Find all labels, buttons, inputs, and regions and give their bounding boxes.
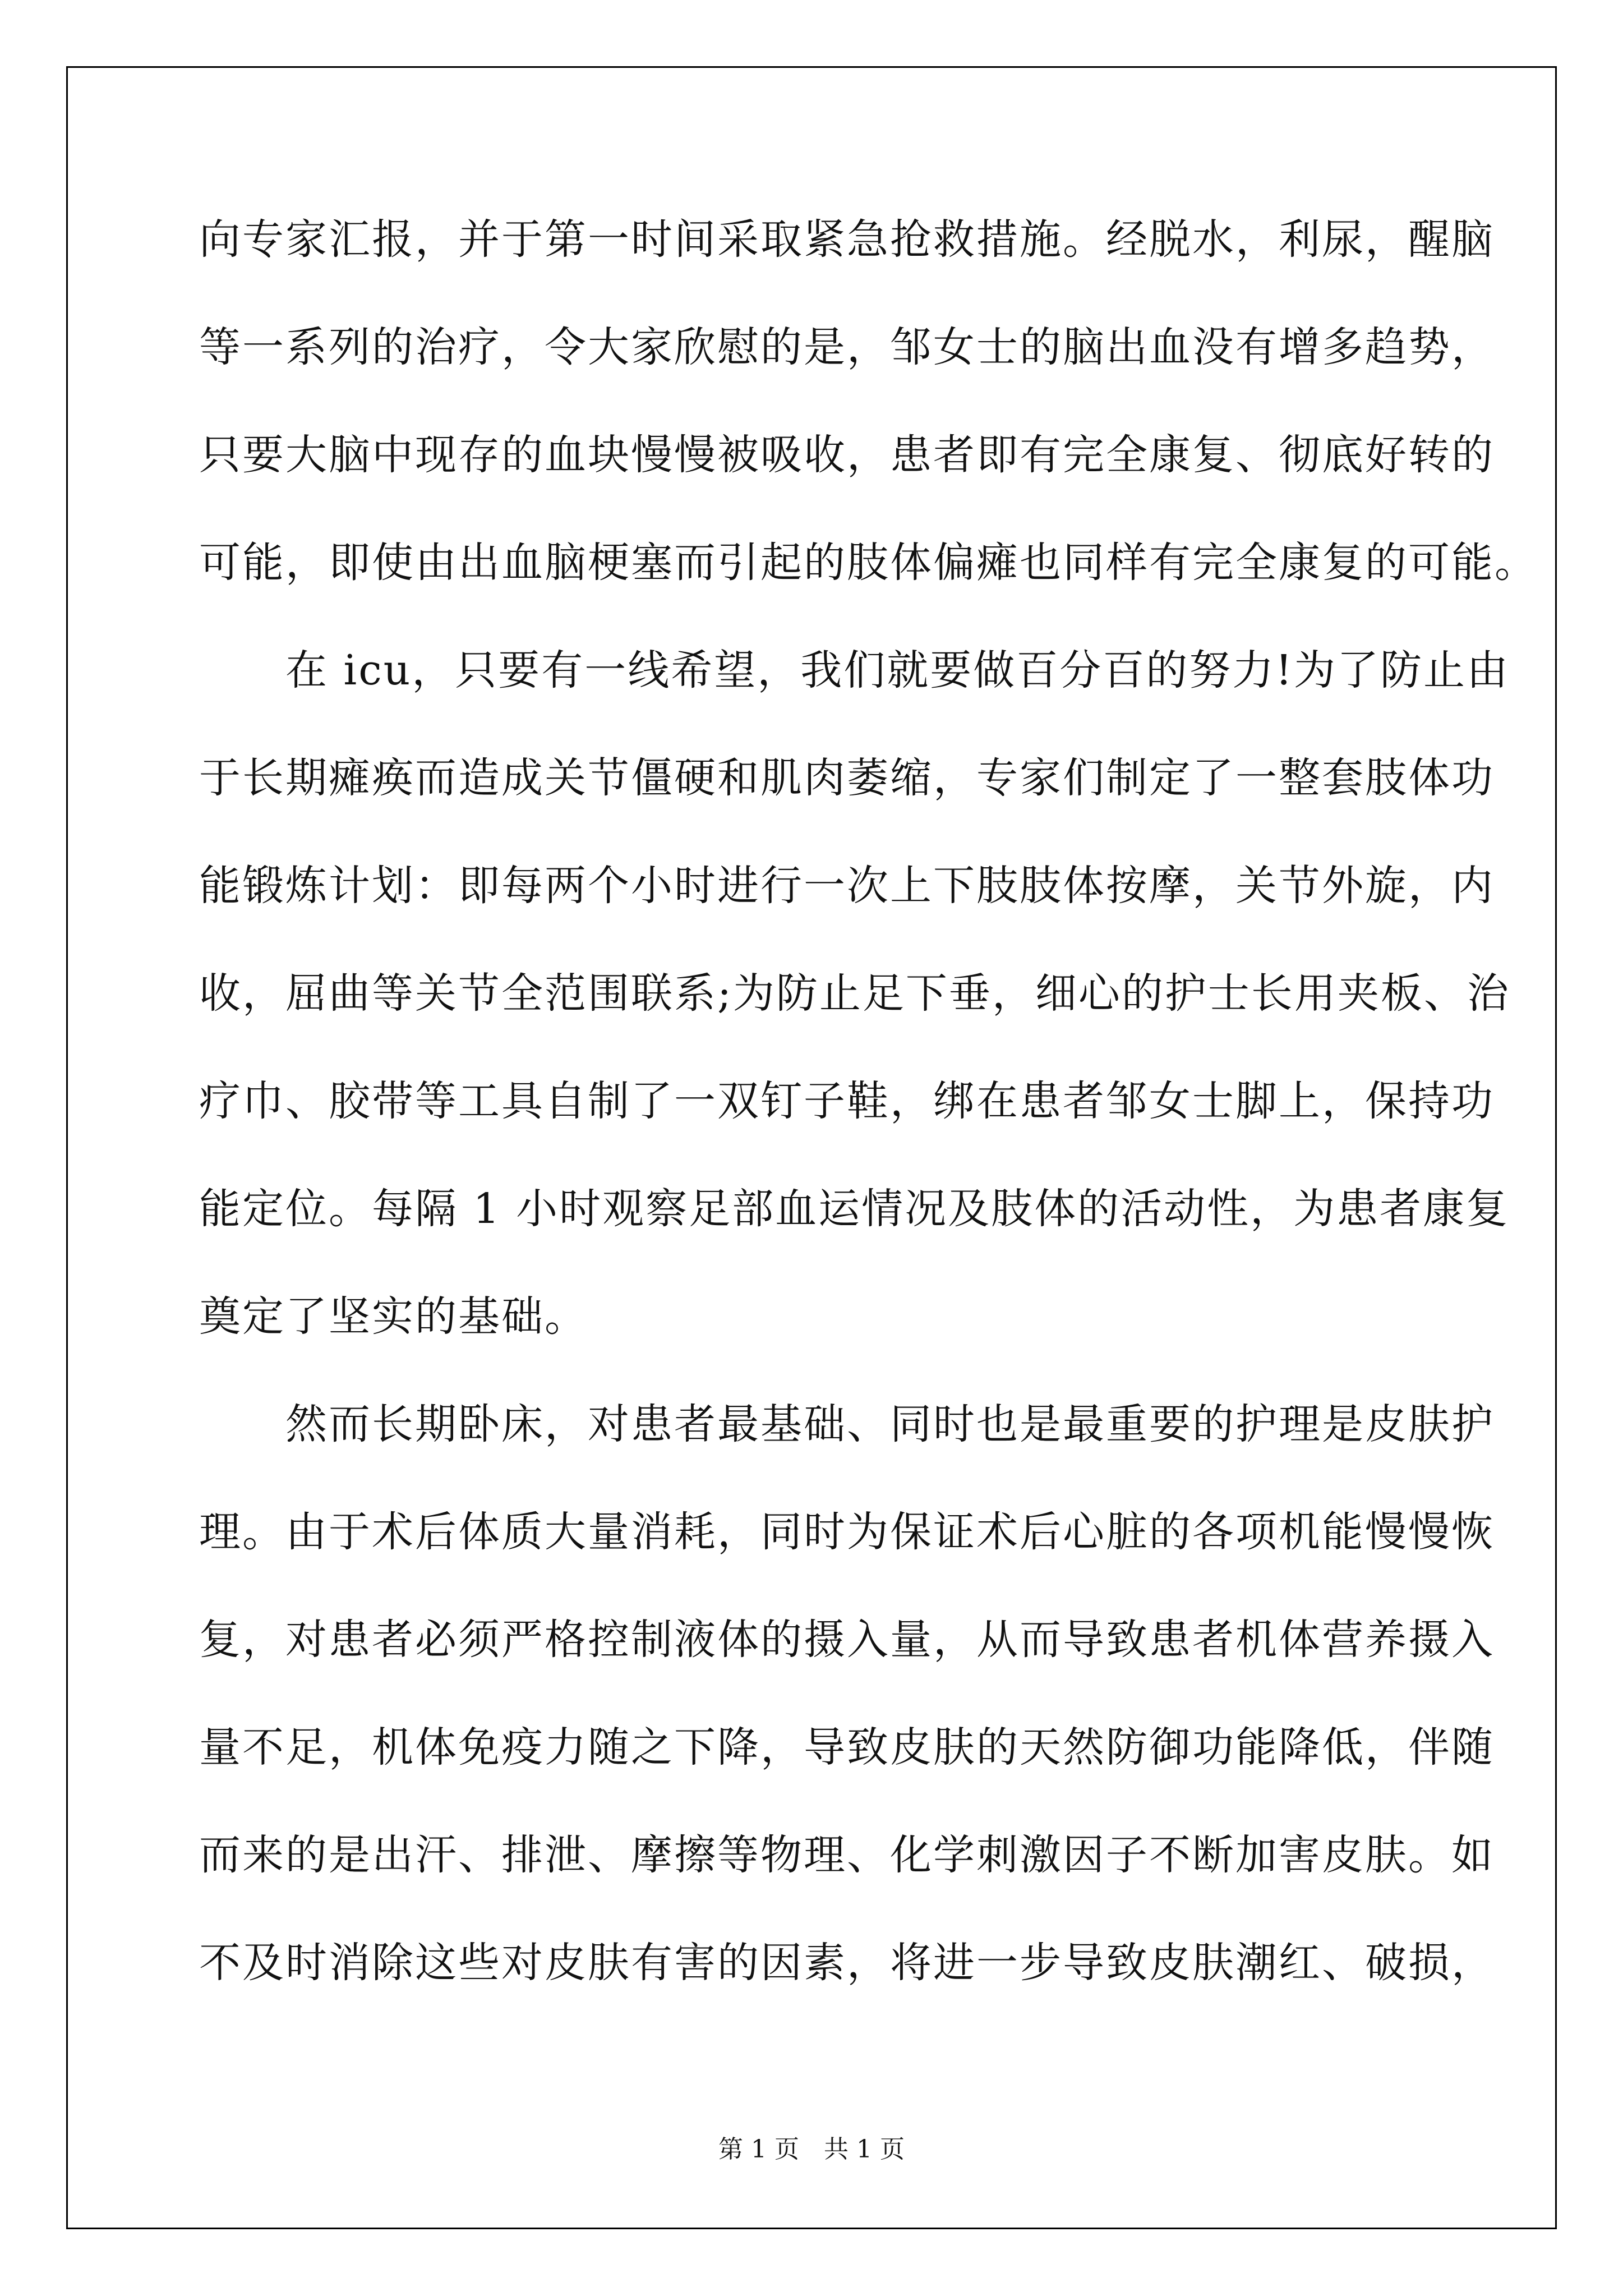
page-footer: 第 1 页 共 1 页 [718,2135,905,2164]
text-line: 等一系列的治疗，令大家欣慰的是，邹女士的脑出血没有增多趋势， [199,323,1495,371]
document-body [199,215,1538,2050]
text-line: 理。由于术后体质大量消耗，同时为保证术后心脏的各项机能慢慢恢 [199,1508,1495,1556]
text-line: 复，对患者必须严格控制液体的摄入量，从而导致患者机体营养摄入 [199,1616,1495,1664]
text-line: 能定位。每隔 1 小时观察足部血运情况及肢体的活动性，为患者康复 [199,1185,1510,1233]
text-line: 可能，即使由出血脑梗塞而引起的肢体偏瘫也同样有完全康复的可能。 [199,539,1538,587]
text-line: 奠定了坚实的基础。 [199,1292,588,1341]
text-line: 然而长期卧床，对患者最基础、同时也是最重要的护理是皮肤护 [199,1400,1495,1448]
text-line: 于长期瘫痪而造成关节僵硬和肌肉萎缩，专家们制定了一整套肢体功 [199,754,1495,802]
text-line: 只要大脑中现存的血块慢慢被吸收，患者即有完全康复、彻底好转的 [199,431,1495,479]
text-line: 能锻炼计划：即每两个小时进行一次上下肢肢体按摩，关节外旋，内 [199,862,1495,910]
text-line: 在 icu，只要有一线希望，我们就要做百分百的努力!为了防止由 [199,646,1510,694]
text-line: 不及时消除这些对皮肤有害的因素，将进一步导致皮肤潮红、破损， [199,1939,1495,1987]
text-line: 收，屈曲等关节全范围联系;为防止足下垂，细心的护士长用夹板、治 [199,969,1510,1018]
text-line: 向专家汇报，并于第一时间采取紧急抢救措施。经脱水，利尿，醒脑 [199,215,1495,264]
text-line: 疗巾、胶带等工具自制了一双钉子鞋，绑在患者邹女士脚上，保持功 [199,1077,1495,1125]
text-line: 量不足，机体免疫力随之下降，导致皮肤的天然防御功能降低，伴随 [199,1723,1495,1772]
text-line: 而来的是出汗、排泄、摩擦等物理、化学刺激因子不断加害皮肤。如 [199,1831,1495,1879]
